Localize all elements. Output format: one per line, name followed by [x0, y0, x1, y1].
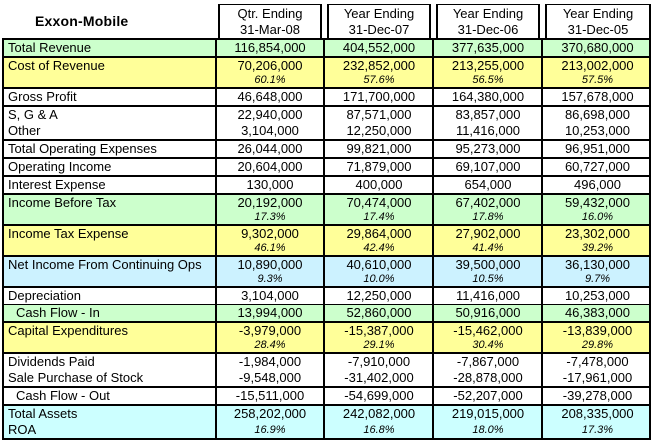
cell-value: 59,432,000 [564, 195, 631, 210]
cell-value: -52,207,000 [453, 388, 523, 403]
table-row [3, 106, 650, 123]
cell-percent: 9.3% [257, 273, 283, 285]
cell-percent: 57.6% [363, 74, 395, 86]
cell-value: 10,890,000 [237, 257, 303, 272]
column-header-year-dec-06[interactable] [437, 5, 539, 40]
row-label[interactable]: Dividends Paid [3, 353, 213, 370]
cell-percent: 39.2% [581, 242, 614, 254]
value-cell[interactable] [546, 405, 650, 422]
column-divider [430, 140, 437, 158]
value-cell[interactable] [219, 106, 321, 123]
cell-value: -17,961,000 [562, 370, 633, 385]
table-row [3, 387, 650, 405]
value-cell[interactable] [328, 39, 430, 57]
cell-value: 496,000 [574, 177, 621, 192]
cell-value: 67,402,000 [455, 195, 521, 210]
cell-value: -9,548,000 [238, 370, 302, 385]
cell-value: -15,387,000 [344, 323, 414, 338]
value-cell[interactable] [328, 158, 430, 176]
cell-value: 22,940,000 [237, 107, 303, 122]
cell-value: 52,860,000 [346, 305, 412, 320]
cell-percent: 10.0% [363, 273, 395, 285]
row-label[interactable]: Cost of Revenue [3, 57, 213, 88]
value-cell[interactable] [219, 88, 321, 106]
cell-value: 11,416,000 [455, 288, 521, 303]
column-divider [321, 57, 328, 88]
column-divider [321, 123, 328, 140]
value-cell[interactable] [437, 106, 539, 123]
column-gap [321, 5, 328, 40]
column-divider [321, 353, 328, 370]
column-gap [430, 5, 437, 40]
value-cell[interactable] [219, 39, 321, 57]
table-row [3, 225, 650, 256]
cell-value: 370,680,000 [561, 40, 634, 55]
cell-value: 60,727,000 [564, 159, 631, 174]
row-label[interactable]: Operating Income [3, 158, 213, 176]
column-divider [321, 176, 328, 194]
column-divider [539, 353, 546, 370]
cell-value: 400,000 [355, 177, 403, 192]
value-cell[interactable] [546, 194, 650, 225]
cell-value: 46,648,000 [237, 89, 303, 104]
column-divider [321, 256, 328, 287]
table-row [3, 123, 650, 140]
column-divider [539, 88, 546, 106]
cell-value: 70,206,000 [237, 58, 303, 73]
column-divider [430, 106, 437, 123]
value-cell[interactable] [328, 123, 430, 140]
row-label[interactable]: Income Before Tax [3, 194, 213, 225]
cell-percent: 30.4% [472, 339, 504, 351]
column-divider [539, 405, 546, 422]
cell-value: 404,552,000 [342, 40, 416, 55]
cell-value: 86,698,000 [564, 107, 631, 122]
column-divider [430, 353, 437, 370]
row-label[interactable]: Cash Flow - Out [3, 387, 213, 405]
cell-value: 40,610,000 [346, 257, 412, 272]
value-cell[interactable] [219, 422, 321, 439]
cell-value: 219,015,000 [451, 406, 525, 421]
value-cell[interactable] [546, 387, 650, 405]
cell-value: 71,879,000 [346, 159, 412, 174]
column-header-qtr-mar-08[interactable] [219, 5, 321, 40]
value-cell[interactable] [328, 322, 430, 353]
cell-value: 242,082,000 [342, 406, 416, 421]
column-divider [321, 225, 328, 256]
column-divider [321, 39, 328, 57]
header-date-line: 31-Mar-08 [240, 21, 300, 37]
cell-value: 213,002,000 [561, 58, 634, 73]
row-label[interactable]: Other [3, 123, 213, 140]
header-date-line: 31-Dec-06 [457, 21, 519, 37]
value-cell[interactable] [437, 123, 539, 140]
value-cell[interactable] [219, 158, 321, 176]
cell-percent: 46.1% [254, 242, 286, 254]
column-divider [430, 256, 437, 287]
value-cell[interactable] [437, 194, 539, 225]
value-cell[interactable] [328, 305, 430, 323]
value-cell[interactable] [328, 405, 430, 422]
value-cell[interactable] [546, 176, 650, 194]
cell-value: 95,273,000 [455, 141, 521, 156]
value-cell[interactable] [328, 287, 430, 305]
row-label[interactable]: S, G & A [3, 106, 213, 123]
cell-value: 12,250,000 [346, 288, 412, 303]
value-cell[interactable] [437, 39, 539, 57]
row-label[interactable]: Cash Flow - In [3, 305, 213, 323]
cell-value: -7,910,000 [347, 354, 411, 369]
value-cell[interactable] [546, 123, 650, 140]
column-divider [321, 88, 328, 106]
row-label[interactable]: Capital Expenditures [3, 322, 213, 353]
cell-value: 3,104,000 [241, 288, 299, 303]
value-cell[interactable] [328, 387, 430, 405]
cell-value: 12,250,000 [346, 123, 412, 138]
row-label[interactable]: Total Revenue [3, 39, 213, 57]
cell-percent: 28.4% [254, 339, 286, 351]
cell-value: 46,383,000 [564, 305, 631, 320]
value-cell[interactable] [328, 225, 430, 256]
value-cell[interactable] [546, 39, 650, 57]
header-period-line: Year Ending [562, 5, 634, 21]
cell-value: -28,878,000 [453, 370, 523, 385]
cell-value: 23,302,000 [564, 226, 631, 241]
column-divider [430, 405, 437, 422]
value-cell[interactable] [437, 387, 539, 405]
value-cell[interactable] [219, 353, 321, 370]
column-divider [430, 305, 437, 323]
row-label[interactable]: Income Tax Expense [3, 225, 213, 256]
value-cell[interactable] [437, 256, 539, 287]
value-cell[interactable] [437, 158, 539, 176]
header-period-line: Year Ending [452, 5, 524, 21]
cell-value: 16.9% [254, 423, 286, 436]
column-divider [430, 158, 437, 176]
cell-value: -31,402,000 [344, 370, 414, 385]
value-cell[interactable] [328, 176, 430, 194]
cell-value: 83,857,000 [455, 107, 521, 122]
value-cell[interactable] [328, 256, 430, 287]
row-label[interactable]: Total Assets [3, 405, 213, 422]
cell-value: 157,678,000 [561, 89, 634, 104]
cell-value: 70,474,000 [346, 195, 412, 210]
value-cell[interactable] [546, 158, 650, 176]
value-cell[interactable] [546, 88, 650, 106]
column-divider [321, 140, 328, 158]
column-header-year-dec-05[interactable] [546, 5, 650, 40]
column-divider [430, 123, 437, 140]
cell-value: 16.8% [363, 423, 395, 436]
column-divider [321, 387, 328, 405]
value-cell[interactable] [546, 305, 650, 323]
cell-value: 50,916,000 [455, 305, 521, 320]
row-label[interactable]: Total Operating Expenses [3, 140, 213, 158]
cell-value: 17.3% [581, 423, 614, 436]
cell-value: 654,000 [464, 177, 512, 192]
value-cell[interactable] [219, 370, 321, 387]
cell-value: -15,462,000 [453, 323, 523, 338]
table-row [3, 353, 650, 370]
cell-value: 116,854,000 [234, 40, 306, 55]
value-cell[interactable] [546, 422, 650, 439]
column-divider [539, 370, 546, 387]
value-cell[interactable] [328, 422, 430, 439]
value-cell[interactable] [219, 123, 321, 140]
value-cell[interactable] [437, 287, 539, 305]
value-cell[interactable] [437, 57, 539, 88]
cell-percent: 56.5% [472, 74, 504, 86]
table-row [3, 405, 650, 422]
column-divider [539, 123, 546, 140]
table-row [3, 57, 650, 88]
value-cell[interactable] [437, 88, 539, 106]
column-divider [321, 370, 328, 387]
table-row [3, 256, 650, 287]
cell-value: 29,864,000 [346, 226, 412, 241]
column-divider [539, 57, 546, 88]
value-cell[interactable] [437, 176, 539, 194]
column-divider [539, 39, 546, 57]
column-divider [430, 322, 437, 353]
column-divider [430, 57, 437, 88]
cell-value: 9,302,000 [241, 226, 299, 241]
value-cell[interactable] [437, 140, 539, 158]
cell-value: 377,635,000 [451, 40, 525, 55]
table-row [3, 194, 650, 225]
column-divider [539, 322, 546, 353]
cell-value: 10,253,000 [564, 288, 631, 303]
cell-percent: 17.8% [472, 211, 504, 223]
column-divider [430, 176, 437, 194]
value-cell[interactable] [437, 305, 539, 323]
row-label[interactable]: Interest Expense [3, 176, 213, 194]
cell-value: -39,278,000 [562, 388, 633, 403]
cell-value: -1,984,000 [238, 354, 302, 369]
value-cell[interactable] [437, 322, 539, 353]
table-row [3, 322, 650, 353]
column-divider [539, 422, 546, 439]
value-cell[interactable] [546, 353, 650, 370]
value-cell[interactable] [328, 370, 430, 387]
value-cell[interactable] [546, 322, 650, 353]
column-gap [539, 5, 546, 40]
value-cell[interactable] [546, 287, 650, 305]
value-cell[interactable] [219, 287, 321, 305]
header-period-line: Year Ending [343, 5, 415, 21]
value-cell[interactable] [546, 106, 650, 123]
column-divider [430, 422, 437, 439]
cell-value: 99,821,000 [346, 141, 412, 156]
cell-value: 213,255,000 [451, 58, 525, 73]
value-cell[interactable] [219, 256, 321, 287]
cell-value: 164,380,000 [451, 89, 525, 104]
cell-value: -54,699,000 [344, 388, 414, 403]
column-divider [539, 387, 546, 405]
column-divider [539, 287, 546, 305]
cell-value: -3,979,000 [238, 323, 302, 338]
table-row [3, 370, 650, 387]
cell-percent: 29.8% [581, 339, 614, 351]
value-cell[interactable] [328, 106, 430, 123]
value-cell[interactable] [546, 256, 650, 287]
cell-value: 26,044,000 [237, 141, 303, 156]
cell-percent: 29.1% [363, 339, 395, 351]
value-cell[interactable] [437, 405, 539, 422]
header-period-line: Qtr. Ending [237, 5, 303, 21]
column-divider [321, 305, 328, 323]
value-cell[interactable] [219, 405, 321, 422]
column-divider [430, 39, 437, 57]
cell-value: -7,867,000 [456, 354, 520, 369]
cell-value: -7,478,000 [566, 354, 629, 369]
column-divider [539, 176, 546, 194]
column-divider [430, 387, 437, 405]
value-cell[interactable] [219, 225, 321, 256]
cell-percent: 42.4% [363, 242, 395, 254]
cell-value: 36,130,000 [564, 257, 631, 272]
cell-value: 208,335,000 [561, 406, 634, 421]
value-cell[interactable] [219, 322, 321, 353]
value-cell[interactable] [219, 194, 321, 225]
row-label[interactable]: ROA [3, 422, 213, 439]
cell-value: 20,192,000 [237, 195, 303, 210]
value-cell[interactable] [219, 305, 321, 323]
value-cell[interactable] [328, 194, 430, 225]
value-cell[interactable] [546, 140, 650, 158]
header-date-line: 31-Dec-05 [567, 21, 629, 37]
cell-value: -15,511,000 [235, 388, 305, 403]
value-cell[interactable] [219, 387, 321, 405]
column-divider [321, 287, 328, 305]
cell-value: 11,416,000 [455, 123, 521, 138]
header-row [3, 5, 650, 40]
table-row [3, 140, 650, 158]
table-row [3, 176, 650, 194]
value-cell[interactable] [437, 353, 539, 370]
column-divider [321, 158, 328, 176]
value-cell[interactable] [219, 140, 321, 158]
column-divider [430, 287, 437, 305]
cell-value: 20,604,000 [237, 159, 303, 174]
row-label[interactable]: Gross Profit [3, 88, 213, 106]
value-cell[interactable] [437, 370, 539, 387]
column-divider [430, 370, 437, 387]
cell-value: 27,902,000 [455, 226, 521, 241]
value-cell[interactable] [219, 57, 321, 88]
cell-percent: 41.4% [472, 242, 504, 254]
value-cell[interactable] [546, 370, 650, 387]
table-row [3, 158, 650, 176]
row-label[interactable]: Net Income From Continuing Ops [3, 256, 213, 287]
value-cell[interactable] [328, 57, 430, 88]
column-divider [321, 405, 328, 422]
header-date-line: 31-Dec-07 [348, 21, 410, 37]
cell-percent: 60.1% [254, 74, 286, 86]
value-cell[interactable] [437, 422, 539, 439]
company-title: Exxon-Mobile [3, 5, 213, 40]
column-divider [321, 322, 328, 353]
value-cell[interactable] [328, 353, 430, 370]
value-cell[interactable] [546, 57, 650, 88]
column-divider [321, 106, 328, 123]
table-row [3, 39, 650, 57]
column-divider [539, 194, 546, 225]
column-header-year-dec-07[interactable] [328, 5, 430, 40]
cell-value: 39,500,000 [455, 257, 521, 272]
value-cell[interactable] [546, 225, 650, 256]
table-row [3, 305, 650, 323]
cell-percent: 10.5% [472, 273, 504, 285]
table-row [3, 422, 650, 439]
value-cell[interactable] [328, 88, 430, 106]
cell-percent: 9.7% [584, 273, 611, 285]
cell-value: -13,839,000 [562, 323, 633, 338]
table-row [3, 88, 650, 106]
column-divider [430, 88, 437, 106]
row-label[interactable]: Sale Purchase of Stock [3, 370, 213, 387]
financial-table [2, 4, 651, 440]
column-divider [321, 194, 328, 225]
cell-percent: 17.3% [254, 211, 286, 223]
column-divider [539, 140, 546, 158]
column-divider [430, 194, 437, 225]
row-label[interactable]: Depreciation [3, 287, 213, 305]
cell-value: 13,994,000 [237, 305, 303, 320]
cell-value: 69,107,000 [455, 159, 521, 174]
value-cell[interactable] [219, 176, 321, 194]
value-cell[interactable] [437, 225, 539, 256]
column-divider [430, 225, 437, 256]
cell-value: 10,253,000 [564, 123, 631, 138]
value-cell[interactable] [328, 140, 430, 158]
column-divider [539, 256, 546, 287]
cell-value: 96,951,000 [564, 141, 631, 156]
cell-value: 130,000 [246, 177, 294, 192]
cell-value: 18.0% [472, 423, 504, 436]
column-divider [539, 106, 546, 123]
cell-percent: 17.4% [363, 211, 395, 223]
column-divider [539, 158, 546, 176]
column-divider [539, 305, 546, 323]
cell-value: 3,104,000 [241, 123, 299, 138]
column-divider [321, 422, 328, 439]
cell-percent: 57.5% [581, 74, 614, 86]
cell-percent: 16.0% [581, 211, 614, 223]
cell-value: 87,571,000 [346, 107, 412, 122]
cell-value: 232,852,000 [342, 58, 416, 73]
cell-value: 171,700,000 [342, 89, 416, 104]
table-row [3, 287, 650, 305]
column-divider [539, 225, 546, 256]
cell-value: 258,202,000 [233, 406, 307, 421]
